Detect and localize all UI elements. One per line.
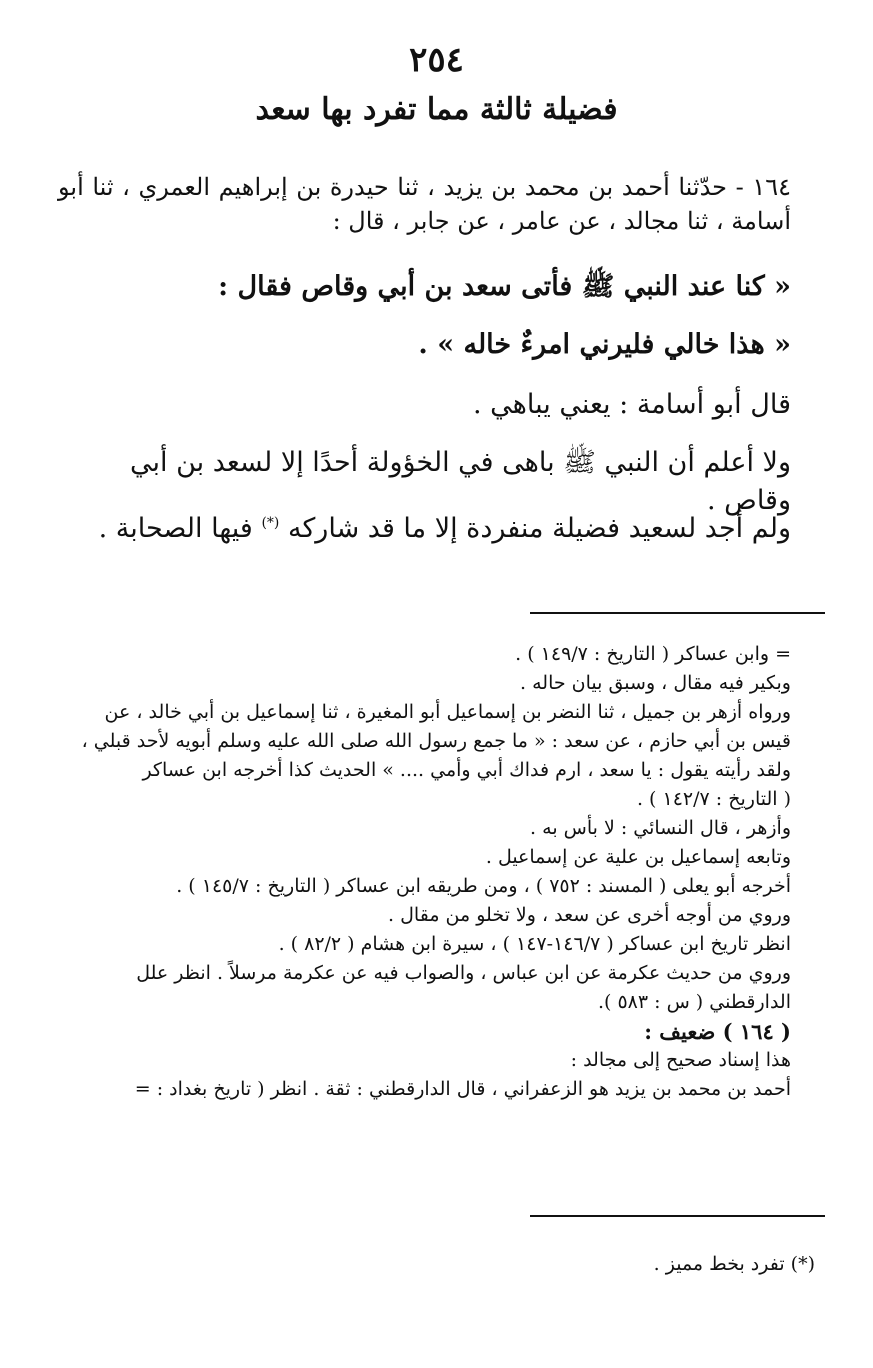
star-note-separator: [530, 1215, 825, 1217]
footnote-separator: [530, 612, 825, 614]
footnote-star-marker: (*): [261, 515, 280, 531]
footnote-line: قيس بن أبي حازم ، عن سعد : « ما جمع رسول الله صلى الله عليه وسلم أبويه لأحد قبلي ،: [81, 730, 791, 752]
footnote-line: وأزهر ، قال النسائي : لا بأس به .: [530, 817, 791, 839]
hadith-matn-line-1: « كنا عند النبي ﷺ فأتى سعد بن أبي وقاص فقال :: [218, 271, 791, 302]
hadith-isnad: ١٦٤ - حدّثنا أحمد بن محمد بن يزيد ، ثنا حيدرة بن إبراهيم العمري ، ثنا أبو أسامة ، ثنا مجالد ، عن عامر ، عن جابر ، قال :: [58, 173, 791, 235]
chapter-title: فضيلة ثالثة مما تفرد بها سعد: [255, 92, 618, 127]
star-note: (*) تفرد بخط مميز .: [653, 1253, 815, 1275]
comment-yubahi: قال أبو أسامة : يعني يباهي .: [472, 389, 791, 420]
footnote-line: ورواه أزهر بن جميل ، ثنا النضر بن إسماعيل أبو المغيرة ، ثنا إسماعيل بن أبي خالد ، عن: [104, 701, 791, 723]
footnote-line: أحمد بن محمد بن يزيد هو الزعفراني ، قال الدارقطني : ثقة . انظر ( تاريخ بغداد : =: [134, 1078, 791, 1100]
footnote-line: الدارقطني ( س : ٥٨٣ ).: [597, 991, 791, 1013]
footnote-line: ولقد رأيته يقول : يا سعد ، ارم فداك أبي وأمي .... » الحديث كذا أخرجه ابن عساكر: [142, 759, 791, 781]
footnote-line: وبكير فيه مقال ، وسبق بيان حاله .: [520, 672, 791, 694]
comment-sahaba: [58, 504, 791, 548]
grading-label: ( ١٦٤ ) ضعيف :: [644, 1019, 791, 1044]
comment-sahaba-part-2: فيها الصحابة .: [98, 513, 253, 544]
footnote-line: وروي من حديث عكرمة عن ابن عباس ، والصواب فيه عن عكرمة مرسلاً . انظر علل: [136, 962, 791, 984]
footnote-line: أخرجه أبو يعلى ( المسند : ٧٥٢ ) ، ومن طريقه ابن عساكر ( التاريخ : ١٤٥/٧ ) .: [176, 875, 791, 897]
hadith-matn-line-2: « هذا خالي فليرني امرءٌ خاله » .: [418, 329, 791, 360]
footnote-line: انظر تاريخ ابن عساكر ( ١٤٦/٧-١٤٧ ) ، سيرة ابن هشام ( ٨٢/٢ ) .: [278, 933, 791, 955]
footnote-line: = وابن عساكر ( التاريخ : ١٤٩/٧ ) .: [515, 643, 791, 665]
page-number: ٢٥٤: [409, 40, 464, 80]
footnote-line: هذا إسناد صحيح إلى مجالد :: [570, 1049, 791, 1071]
footnotes-block: [58, 640, 791, 1104]
footnote-line: وروي من أوجه أخرى عن سعد ، ولا تخلو من مقال .: [388, 904, 791, 926]
comment-khuula: ولا أعلم أن النبي ﷺ باهى في الخؤولة أحدًا إلا لسعد بن أبي وقاص .: [129, 447, 791, 516]
comment-sahaba-part-1: ولم أجد لسعيد فضيلة منفردة إلا ما قد شاركه: [287, 513, 791, 544]
footnote-line: ( التاريخ : ١٤٢/٧ ) .: [636, 788, 791, 810]
footnote-line: وتابعه إسماعيل بن علية عن إسماعيل .: [485, 846, 791, 868]
